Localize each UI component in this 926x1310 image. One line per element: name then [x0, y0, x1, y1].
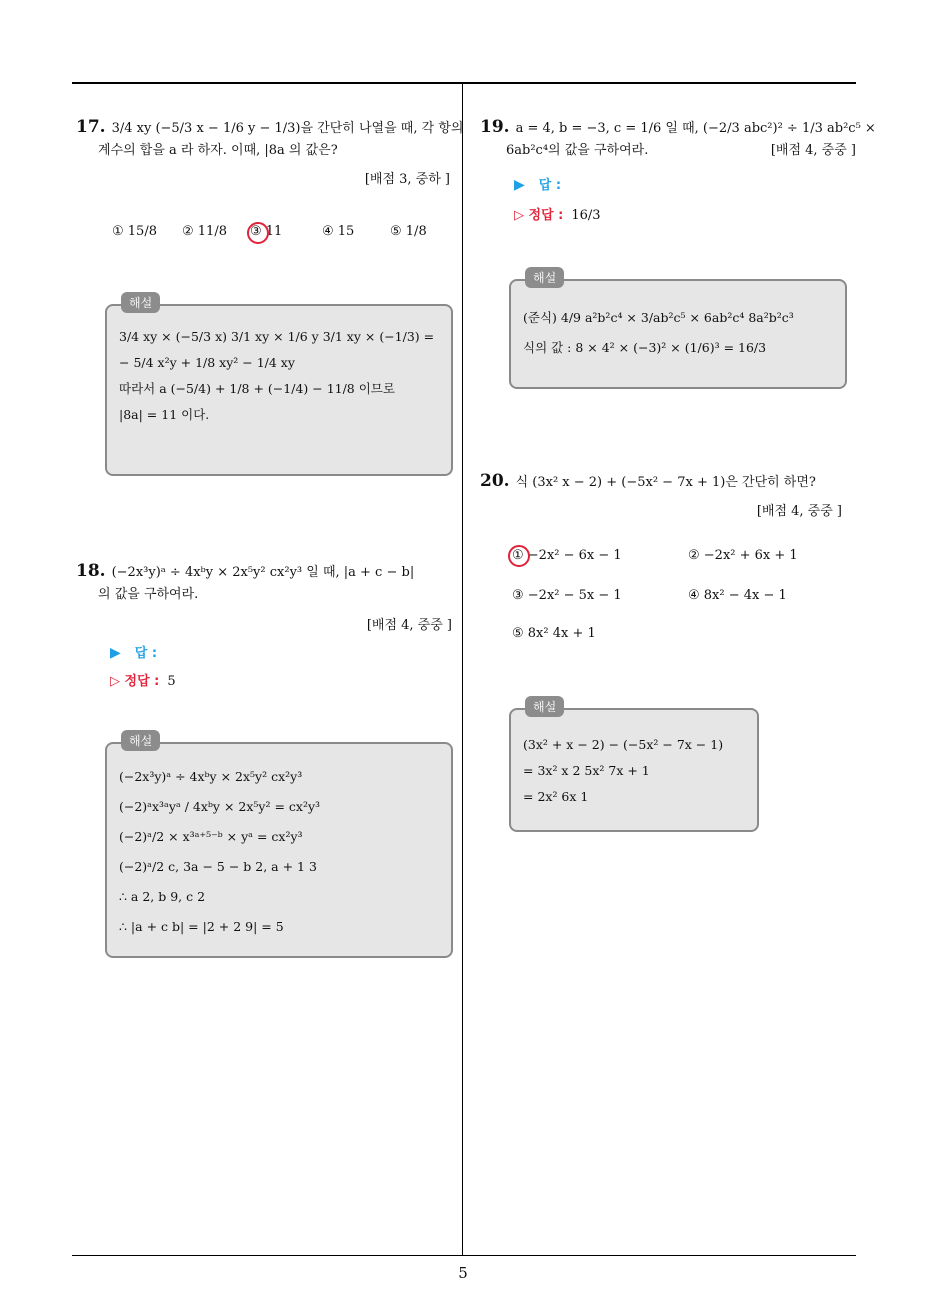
solution-line: (준식) 4/9 a²b²c⁴ × 3/ab²c⁵ × 6ab²c⁴ 8a²b²c³ [523, 310, 794, 325]
correct-answer-row [110, 670, 176, 689]
bottom-rule [72, 1255, 856, 1256]
play-icon: ▶ [110, 645, 121, 661]
answer-row [110, 642, 157, 661]
solution-line: (3x² + x − 2) − (−5x² − 7x − 1) [523, 737, 724, 752]
solution-tag: 해설 [525, 267, 564, 288]
question-19 [480, 116, 876, 162]
question-text-line1: (−2x³y)ᵃ ÷ 4xᵇy × 2x⁵y² cx²y³ 일 때, |a + c − b| [111, 565, 415, 580]
choice-4[interactable]: ④ 15 [322, 224, 355, 239]
question-meta: [배점 3, 중하 ] [364, 172, 450, 187]
answer-circle-mark [508, 545, 530, 567]
choice-5[interactable]: ⑤ 8x² 4x + 1 [512, 626, 596, 641]
choices-20 [512, 548, 852, 648]
solution-line: (−2)ᵃ/2 × x³ᵃ⁺⁵⁻ᵇ × yᵃ = cx²y³ [119, 829, 303, 844]
question-text-line1: 3/4 xy (−5/3 x − 1/6 y − 1/3)을 간단히 나열을 때, 각 항의 [111, 121, 464, 136]
question-20 [480, 470, 860, 519]
solution-line: (−2x³y)ᵃ ÷ 4xᵇy × 2x⁵y² cx²y³ [119, 769, 303, 784]
solution-line: 따라서 a (−5/4) + 1/8 + (−1/4) − 11/8 이므로 [119, 381, 395, 396]
correct-label: 정답 : [528, 208, 564, 223]
question-17 [76, 116, 464, 187]
question-text-line1: 식 (3x² x − 2) + (−5x² − 7x + 1)은 간단히 하면? [515, 475, 816, 490]
solution-box-18 [105, 734, 453, 958]
choice-4[interactable]: ④ 8x² − 4x − 1 [688, 588, 787, 603]
answer-circle-mark [247, 222, 269, 244]
correct-value: 16/3 [571, 208, 601, 223]
top-rule [72, 82, 856, 84]
correct-answer-row [514, 204, 601, 223]
question-meta: [배점 4, 중중 ] [770, 143, 856, 158]
solution-tag: 해설 [121, 730, 160, 751]
answer-label: 답 : [134, 646, 158, 661]
choice-1[interactable]: ① −2x² − 6x − 1 [512, 548, 622, 563]
play-icon: ▶ [514, 177, 525, 193]
question-number: 18. [76, 561, 106, 581]
question-text-line1: a = 4, b = −3, c = 1/6 일 때, (−2/3 abc²)² ÷ 1/3 ab²c⁵ × [515, 121, 876, 136]
solution-line: = 2x² 6x 1 [523, 789, 589, 804]
solution-line: |8a| = 11 이다. [119, 407, 210, 422]
solution-tag: 해설 [121, 292, 160, 313]
solution-line: 식의 값 : 8 × 4² × (−3)² × (1/6)³ = 16/3 [523, 340, 767, 355]
question-number: 17. [76, 117, 106, 137]
answer-row [514, 174, 561, 193]
choice-3[interactable]: ③ −2x² − 5x − 1 [512, 588, 622, 603]
answer-label: 답 : [538, 178, 562, 193]
question-text-line2: 의 값을 구하여라. [98, 587, 199, 602]
choice-2[interactable]: ② −2x² + 6x + 1 [688, 548, 798, 563]
solution-line: = 3x² x 2 5x² 7x + 1 [523, 763, 650, 778]
question-number: 19. [480, 117, 510, 137]
choice-1[interactable]: ① 15/8 [112, 224, 157, 239]
solution-box-17 [105, 296, 453, 476]
solution-box-20 [509, 700, 759, 832]
solution-tag: 해설 [525, 696, 564, 717]
question-18 [76, 560, 456, 633]
question-number: 20. [480, 471, 510, 491]
question-text-line2: 6ab²c⁴의 값을 구하여라. [506, 143, 649, 158]
triangle-outline-icon: ▷ [110, 674, 120, 689]
triangle-outline-icon: ▷ [514, 208, 524, 223]
solution-line: (−2)ᵃ/2 c, 3a − 5 − b 2, a + 1 3 [119, 859, 317, 874]
choice-5[interactable]: ⑤ 1/8 [390, 224, 427, 239]
column-divider [462, 84, 463, 1255]
solution-line: ∴ |a + c b| = |2 + 2 9| = 5 [119, 919, 284, 934]
choices-17 [112, 224, 452, 248]
solution-line: (−2)ᵃx³ᵃyᵃ / 4xᵇy × 2x⁵y² = cx²y³ [119, 799, 321, 814]
question-text-line2: 계수의 합을 a 라 하자. 이때, |8a 의 값은? [98, 143, 338, 158]
solution-line: 3/4 xy × (−5/3 x) 3/1 xy × 1/6 y 3/1 xy × (−1/3) = [119, 329, 435, 344]
correct-value: 5 [167, 674, 176, 689]
correct-label: 정답 : [124, 674, 160, 689]
solution-box-19 [509, 271, 847, 389]
solution-line: ∴ a 2, b 9, c 2 [119, 889, 206, 904]
question-meta: [배점 4, 중중 ] [366, 618, 452, 633]
choice-2[interactable]: ② 11/8 [182, 224, 227, 239]
solution-line: − 5/4 x²y + 1/8 xy² − 1/4 xy [119, 355, 295, 370]
choice-3[interactable]: ③ 11 [250, 224, 283, 239]
page-number: 5 [458, 1264, 468, 1282]
question-meta: [배점 4, 중중 ] [756, 504, 842, 519]
